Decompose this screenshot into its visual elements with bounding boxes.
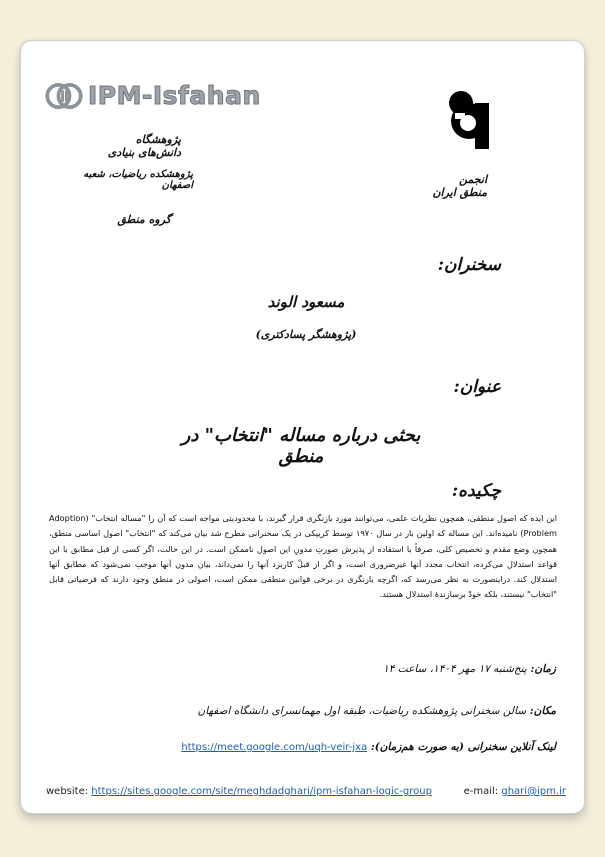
website-link[interactable]: https://sites.google.com/site/meghdadghari/ipm-isfahan-logic-group — [91, 786, 432, 797]
place-line — [171, 705, 556, 717]
online-label: لینک آنلاین سخنرانی (به صورت هم‌زمان): — [370, 741, 556, 753]
place-value: سالن سخنرانی پژوهشکده ریاضیات، طبقه اول مهمانسرای دانشگاه اصفهان — [197, 705, 527, 717]
time-value: پنج‌شنبه ۱۷ مهر ۱۴۰۴، ساعت ۱۴ — [383, 663, 527, 675]
title-label: عنوان: — [453, 377, 501, 397]
group-name: گروه منطق — [117, 213, 171, 226]
online-meeting-link[interactable]: https://meet.google.com/uqh-veir-jxa — [181, 742, 368, 753]
website-label: website: — [46, 786, 89, 797]
place-label: مکان: — [529, 705, 556, 717]
speaker-role: (پژوهشگر پسادکتری) — [255, 328, 357, 341]
footer-email — [464, 786, 566, 797]
email-label: e-mail: — [463, 786, 499, 797]
ipm-logo — [44, 81, 261, 110]
ipm-logo-text: IPM-Isfahan — [88, 81, 261, 110]
society-name: انجمن منطق ایران — [432, 173, 487, 199]
time-label: زمان: — [530, 663, 556, 675]
talk-title: بحثی درباره مساله "انتخاب" در منطق — [181, 425, 421, 467]
time-line — [251, 663, 556, 675]
poster-page — [20, 40, 585, 814]
ipm-rings-icon — [44, 83, 84, 109]
online-line — [181, 741, 556, 753]
speaker-label: سخنران: — [437, 255, 501, 275]
email-link[interactable]: ghari@ipm.ir — [501, 786, 566, 797]
speaker-name: مسعود الوند — [267, 293, 345, 311]
footer — [46, 786, 566, 797]
abstract-text: این ایده که اصول منطقی، همچون نظریات علمی، می‌توانند مورد بازنگری قرار گیرند، با محدودیتی مواجه است که آن را "مساله انتخاب" (Adoption Problem) نامیده‌اند. این مساله که اولین بار در سال ۱۹۷۰ توسط کریپکی در یک سخنرانی مطرح شد بیان می‌کند که "انتخاب" اصول اساسی منطق، همچون وضع مقدم و تخصیص کلی، صرفاً با استفاده از پذیرش صورتِ مدونِ این اصول ناممکن است. در این حالت، اگر کسی از قبل مطابق با این قواعد استدلال می‌کرده، انتخاب مجدد آنها غیرضروری است، و اگر از قبلْ کاربرد آنها را نمی‌داند، بیان مدون آنها موجب نمی‌شود که مطابق آنها استدلال کند. دراینصورت به نظر می‌رسد که، اگرچه بازنگری در برخی قوانین منطقی ممکن است، اصولی در منطق وجود دارند که فرضیاتی قابل "انتخاب" نیستند، بلکه خودْ برسازندهٔ استدلال هستند. — [49, 513, 557, 600]
abstract-label: چکیده: — [451, 481, 501, 501]
school-name: پژوهشکده ریاضیات، شعبه اصفهان — [83, 169, 193, 191]
footer-website — [46, 786, 432, 797]
logic-society-logo-icon — [441, 89, 489, 149]
institute-name: پژوهشگاه دانش‌های بنیادی — [107, 133, 181, 159]
